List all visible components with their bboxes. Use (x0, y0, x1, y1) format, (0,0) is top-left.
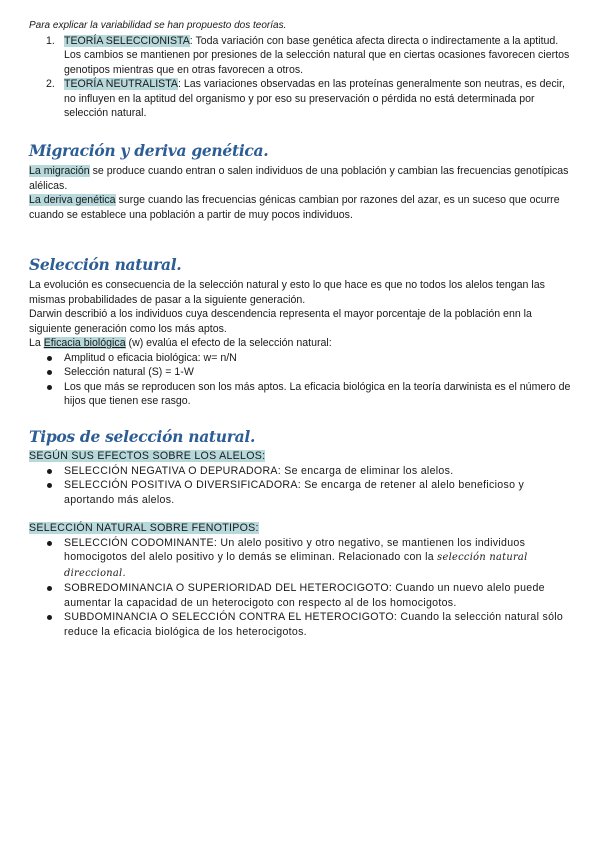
list-item: SELECCIÓN NEGATIVA O DEPURADORA: Se encarga de eliminar los alelos. (29, 464, 572, 479)
list-item: Amplitud o eficacia biológica: w= n/N (29, 351, 572, 366)
list-number: 2. (46, 78, 55, 90)
list-item (29, 536, 572, 582)
section-heading: Migración y deriva genética. (29, 141, 269, 160)
highlighted-subheading: SELECCIÓN NATURAL SOBRE FENOTIPOS: (29, 522, 259, 534)
intro-section (29, 19, 572, 121)
paragraph (29, 164, 572, 193)
paragraph (29, 336, 572, 351)
selection-types-section (29, 427, 572, 639)
section-heading: Selección natural. (29, 255, 182, 274)
theory-list (29, 34, 572, 121)
highlighted-term: Eficacia biológica (43, 337, 126, 349)
paragraph (29, 193, 572, 222)
subheading (29, 449, 572, 464)
list-item: Los que más se reproducen son los más aptos. La eficacia biológica en la teoría darwinista es el número de hijos que tienen ese rasgo. (29, 380, 572, 409)
bullet-list (29, 536, 572, 640)
paragraph-text: se produce cuando entran o salen individuos de una población y cambian las frecuencias genotípicas alélicas. (29, 165, 569, 192)
list-item (29, 34, 572, 78)
highlighted-term: TEORÍA NEUTRALISTA (64, 78, 179, 90)
list-item-text: : Toda variación con base genética afecta directa o indirectamente a la aptitud. Los cambios se mantienen por presiones de la selección natural que en ciertas ocasiones favorecen ciertos genotipos mientras que en otras favorecen a otros. (64, 34, 570, 76)
list-item: Selección natural (S) = 1-W (29, 365, 572, 380)
paragraph-text: (w) evalúa el efecto de la selección natural: (125, 337, 332, 349)
highlighted-subheading: SEGÚN SUS EFECTOS SOBRE LOS ALELOS: (29, 450, 266, 462)
paragraph: Darwin describió a los individuos cuya descendencia representa el mayor porcentaje de la población enn la siguiente generación como los más aptos. (29, 308, 532, 335)
subheading (29, 521, 572, 536)
migration-section (29, 141, 572, 222)
list-item-text: : Las variaciones observadas en las proteínas generalmente son neutras, es decir, no influyen en la aptitud del organismo y por eso su preservación o pérdida no está determinada por selección natural. (64, 78, 565, 119)
list-number: 1. (46, 34, 55, 47)
list-item-text: SELECCIÓN CODOMINANTE: Un alelo positivo y otro negativo, se mantienen los individuos homocigotos del alelo positivo y lo demás se eliminan. Relacionado con la (64, 536, 526, 563)
highlighted-term: La migración (29, 165, 90, 177)
highlighted-term: La deriva genética (29, 194, 116, 206)
intro-lead: Para explicar la variabilidad se han propuesto dos teorías. (29, 20, 287, 31)
list-item: SOBREDOMINANCIA O SUPERIORIDAD DEL HETEROCIGOTO: Cuando un nuevo alelo puede aumentar la capacidad de un heterocigoto con respecto al de los homocigotos. (29, 581, 572, 610)
paragraph-text: surge cuando las frecuencias génicas cambian por razones del azar, es un suceso que ocurre cuando se establece una población a partir de muy pocos individuos. (29, 194, 560, 221)
italic-term: selección natural direccional. (64, 552, 528, 579)
list-item: SUBDOMINANCIA O SELECCIÓN CONTRA EL HETEROCIGOTO: Cuando la selección natural sólo reduce la eficacia biológica de los heterocigotos. (29, 610, 572, 639)
highlighted-term: TEORÍA SELECCIONISTA (64, 34, 190, 47)
natural-selection-section (29, 255, 572, 409)
list-item (29, 77, 572, 121)
list-item: SELECCIÓN POSITIVA O DIVERSIFICADORA: Se encarga de retener al alelo beneficioso y aportando más alelos. (29, 478, 572, 507)
paragraph: La evolución es consecuencia de la selección natural y esto lo que hace es que no todos los alelos tengan las mismas probabilidades de pasar a la siguiente generación. (29, 279, 545, 306)
section-heading: Tipos de selección natural. (29, 427, 256, 446)
paragraph-text: La (29, 337, 44, 349)
bullet-list (29, 464, 572, 508)
bullet-list (29, 351, 572, 409)
